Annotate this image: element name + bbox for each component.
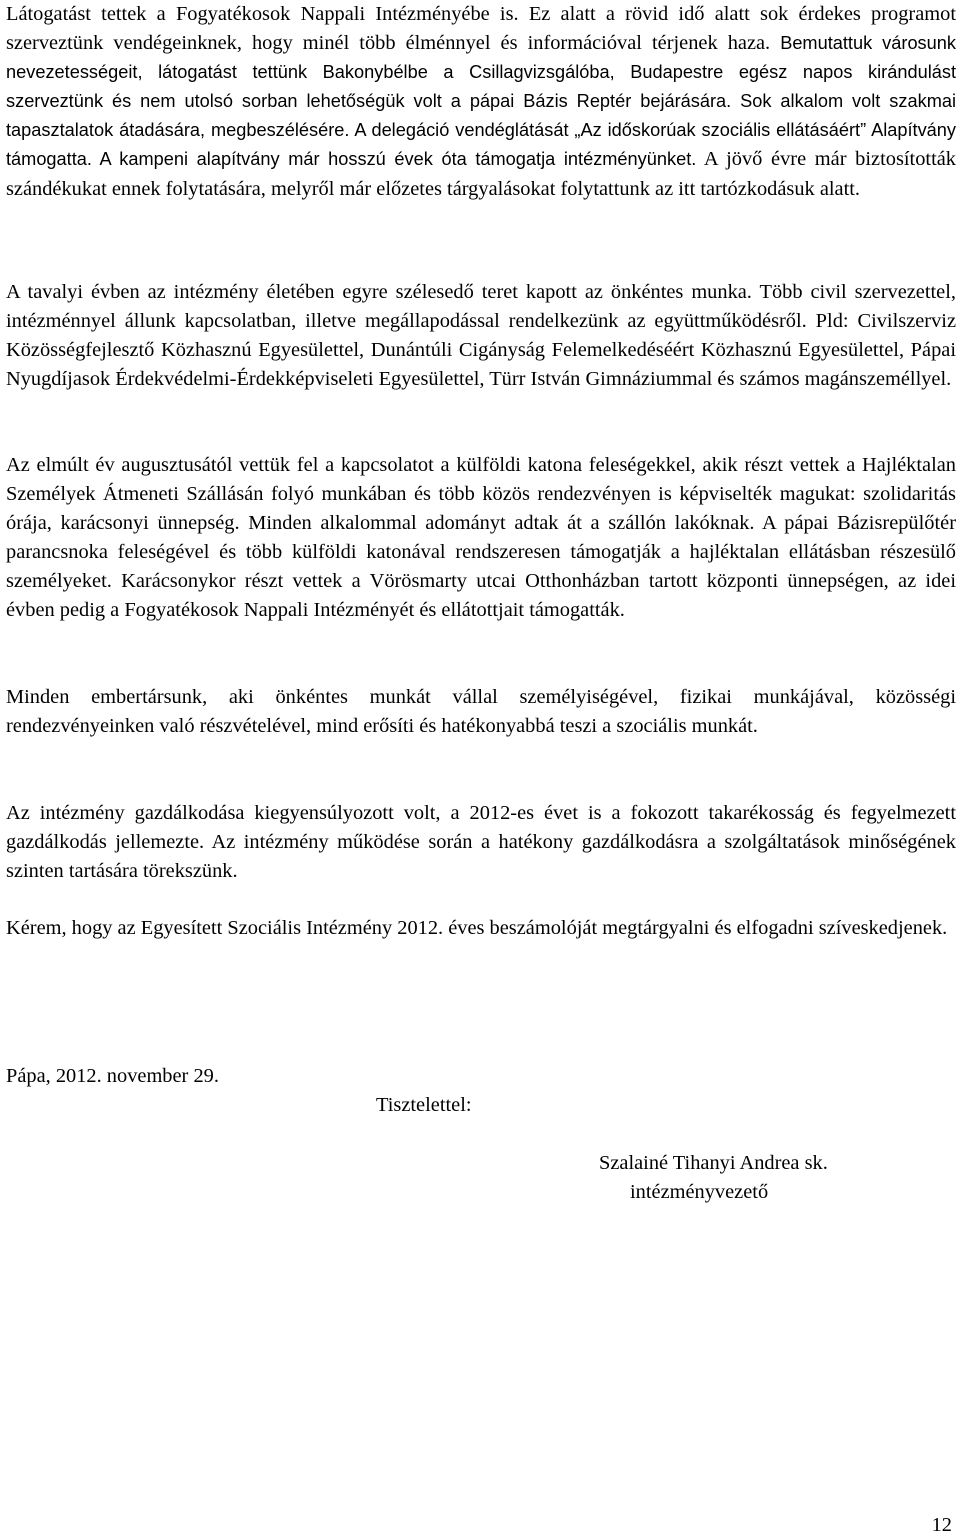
paragraph-volunteer-work: A tavalyi évben az intézmény életében egyre szélesedő teret kapott az önkéntes munka. Több civil szervezettel, intézménnyel állunk kapcsolatban, illetve megállapodással rendelkezünk az együttműködésről. Pld: Civilszerviz Közösségfejlesztő Közhasznú Egyesülettel, Dunántúli Cigányság Felemelkedéséért Közhasznú Egyesülettel, Pápai Nyugdíjasok Érdekvédelmi-Érdekképviseleti Egyesülettel, Türr István Gimnáziummal és számos magánszeméllyel.	[6, 281, 956, 391]
paragraph-request: Kérem, hogy az Egyesített Szociális Intézmény 2012. éves beszámolóját megtárgyalni és elfogadni szíveskedjenek.	[6, 917, 948, 939]
paragraph-delegation-visit-part2: Bemutattuk városunk nevezetességeit, látogatást tettünk Bakonybélbe a Csillagvizsgálóba, Budapestre egész napos kirándulást szerveztünk és nem utolsó sorban lehetőségük volt a pápai Bázis Reptér bejárására. Sok alkalom volt szakmai tapasztalatok átadására, megbeszélésére. A delegáció vendéglátását „Az időskorúak szociális ellátásáért” Alapítvány támogatta. A kampeni alapítvány már hosszú évek óta támogatja intézményünket.	[6, 33, 956, 170]
signatory-name: Szalainé Tihanyi Andrea sk.	[599, 1152, 828, 1174]
paragraph-delegation-visit-part1: Látogatást tettek a Fogyatékosok Nappali Intézményébe is. Ez alatt a rövid idő alatt sok érdekes programot szerveztünk vendégeinknek, hogy minél több élménnyel és információval térjenek haza.	[6, 3, 956, 55]
salutation: Tisztelettel:	[376, 1094, 472, 1116]
place-and-date: Pápa, 2012. november 29.	[6, 1065, 219, 1087]
paragraph-military-wives: Az elmúlt év augusztusától vettük fel a kapcsolatot a külföldi katona feleségekkel, akik részt vettek a Hajléktalan Személyek Átmeneti Szállásán folyó munkában és több közös rendezvényen is képviselték magukat: szolidaritás órája, karácsonyi ünnepség. Minden alkalommal adományt adtak át a szállón lakóknak. A pápai Bázisrepülőtér parancsnoka feleségével és több külföldi katonával rendszeresen támogatják a hajléktalan ellátásban részesülő személyeket. Karácsonykor részt vettek a Vörösmarty utcai Otthonházban tartott központi ünnepségen, az idei évben pedig a Fogyatékosok Nappali Intézményét és ellátottjait támogatták.	[6, 454, 956, 622]
page-number: 12	[931, 1514, 952, 1536]
signatory-title: intézményvezető	[630, 1181, 769, 1203]
paragraph-delegation-visit-part3: A jövő évre már biztosították szándékukat ennek folytatására, melyről már előzetes tárgyalásokat folytattunk az itt tartózkodásuk alatt.	[6, 148, 956, 200]
paragraph-delegation-visit	[6, 0, 956, 204]
paragraph-finances: Az intézmény gazdálkodása kiegyensúlyozott volt, a 2012-es évet is a fokozott takarékosság és fegyelmezett gazdálkodás jellemezte. Az intézmény működése során a hatékony gazdálkodásra a szolgáltatások minőségének szinten tartására törekszünk.	[6, 802, 956, 883]
paragraph-volunteers-thanks: Minden embertársunk, aki önkéntes munkát vállal személyiségével, fizikai munkájával, közösségi rendezvényeinken való részvételével, mind erősíti és hatékonyabbá teszi a szociális munkát.	[6, 686, 956, 738]
document-page	[6, 0, 956, 1537]
